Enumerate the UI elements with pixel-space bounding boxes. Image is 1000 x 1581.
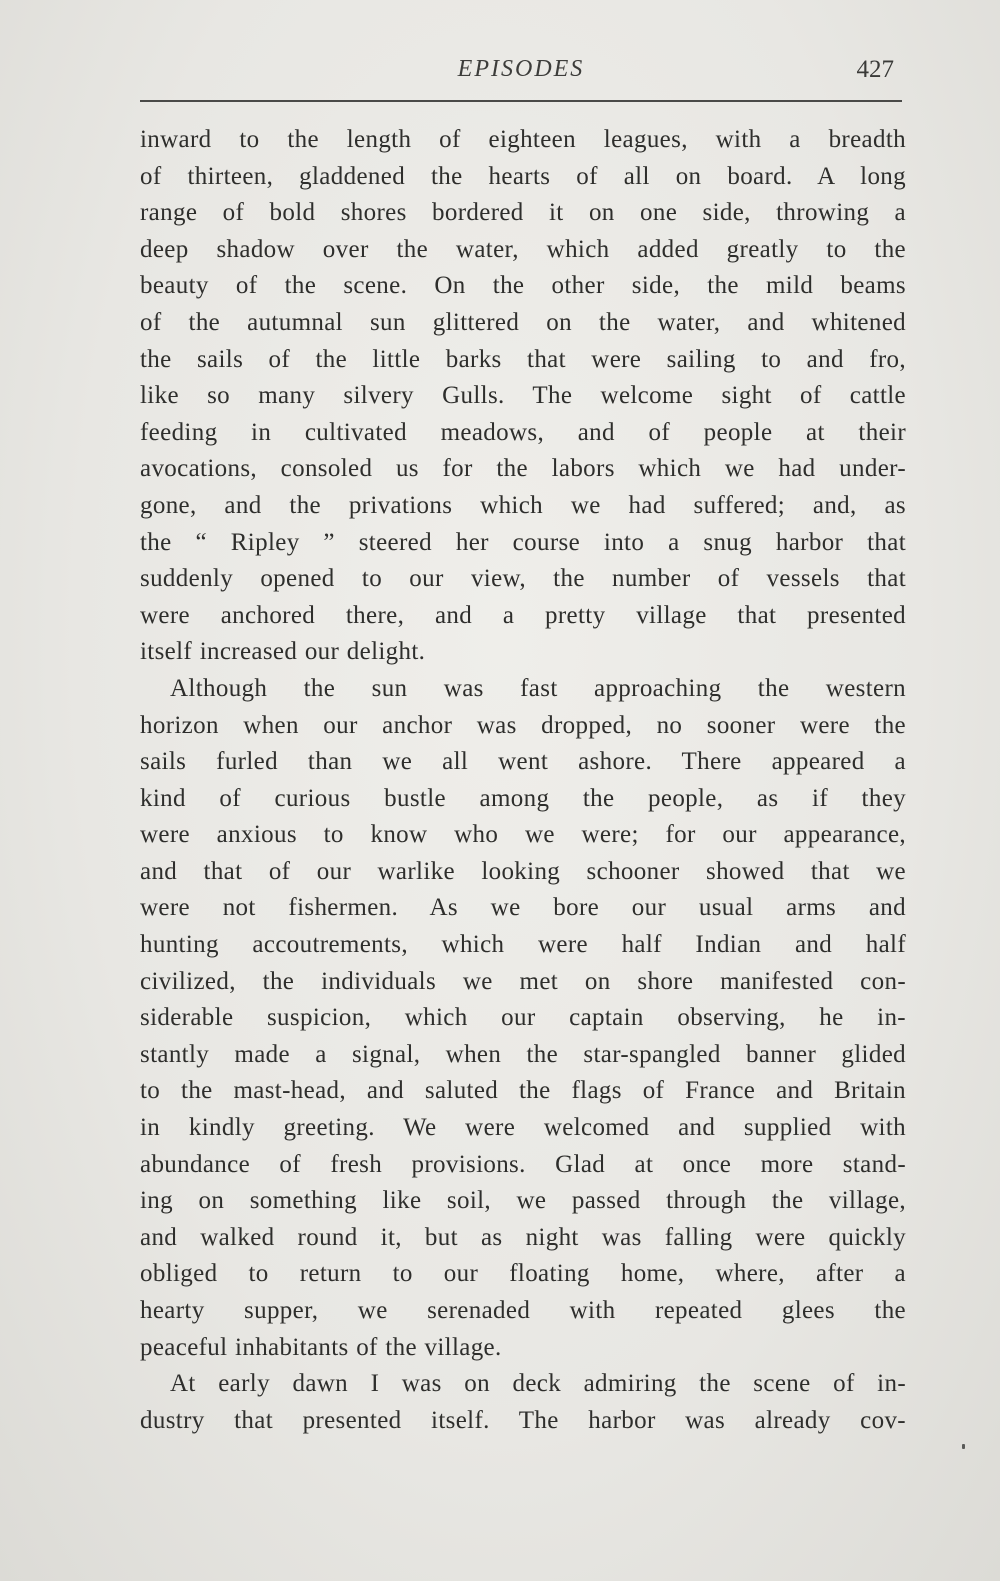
text-line: to the mast-head, and saluted the flags of France and Britain <box>140 1077 906 1105</box>
text-line: were not fishermen. As we bore our usual arms and <box>140 894 906 922</box>
text-line: obliged to return to our floating home, where, after a <box>140 1260 906 1288</box>
page-header <box>140 56 902 96</box>
text-line: ing on something like soil, we passed through the village, <box>140 1187 906 1215</box>
text-line: inward to the length of eighteen leagues, with a breadth <box>140 126 906 153</box>
header-rule <box>140 100 902 102</box>
text-line: and walked round it, but as night was falling were quickly <box>140 1223 906 1251</box>
text-line: in kindly greeting. We were welcomed and supplied with <box>140 1114 906 1142</box>
print-speck <box>962 1444 965 1449</box>
body-text <box>140 122 906 1439</box>
text-line: siderable suspicion, which our captain observing, he in- <box>140 1004 906 1032</box>
text-line: of the autumnal sun glittered on the water, and whitened <box>140 308 906 336</box>
text-line: abundance of fresh provisions. Glad at once more stand- <box>140 1150 906 1178</box>
text-line: horizon when our anchor was dropped, no sooner were the <box>140 711 906 739</box>
text-line: of thirteen, gladdened the hearts of all on board. A long <box>140 162 906 190</box>
page-number: 427 <box>856 56 894 83</box>
text-line: stantly made a signal, when the star-spangled banner glided <box>140 1040 906 1068</box>
text-line: gone, and the privations which we had suffered; and, as <box>140 491 906 519</box>
text-line: the sails of the little barks that were sailing to and fro, <box>140 345 906 373</box>
text-line: civilized, the individuals we met on shore manifested con- <box>140 967 906 995</box>
text-line: hearty supper, we serenaded with repeated glees the <box>140 1297 906 1324</box>
text-line: dustry that presented itself. The harbor was already cov- <box>140 1406 906 1434</box>
text-line: peaceful inhabitants of the village. <box>140 1333 502 1361</box>
text-line: the “ Ripley ” steered her course into a snug harbor that <box>140 528 906 556</box>
text-line: beauty of the scene. On the other side, the mild beams <box>140 272 906 300</box>
text-line: Although the sun was fast approaching the western <box>170 674 906 702</box>
text-line: avocations, consoled us for the labors which we had under- <box>140 455 906 483</box>
text-line: and that of our warlike looking schooner showed that we <box>140 857 906 885</box>
text-line: At early dawn I was on deck admiring the scene of in- <box>170 1370 906 1398</box>
text-line: were anxious to know who we were; for our appearance, <box>140 821 906 849</box>
text-line: like so many silvery Gulls. The welcome sight of cattle <box>140 382 906 410</box>
text-line: sails furled than we all went ashore. There appeared a <box>140 748 906 776</box>
text-line: were anchored there, and a pretty village that presented <box>140 601 906 629</box>
text-line: itself increased our delight. <box>140 638 426 666</box>
paragraph <box>140 122 906 671</box>
text-line: suddenly opened to our view, the number of vessels that <box>140 565 906 593</box>
text-line: kind of curious bustle among the people, as if they <box>140 784 906 812</box>
running-head: EPISODES <box>457 56 585 82</box>
text-line: feeding in cultivated meadows, and of people at their <box>140 418 906 446</box>
paragraph <box>140 1366 906 1439</box>
text-line: range of bold shores bordered it on one side, throwing a <box>140 199 906 227</box>
text-line: deep shadow over the water, which added greatly to the <box>140 235 906 263</box>
text-line: hunting accoutrements, which were half Indian and half <box>140 931 906 959</box>
paragraph <box>140 671 906 1366</box>
